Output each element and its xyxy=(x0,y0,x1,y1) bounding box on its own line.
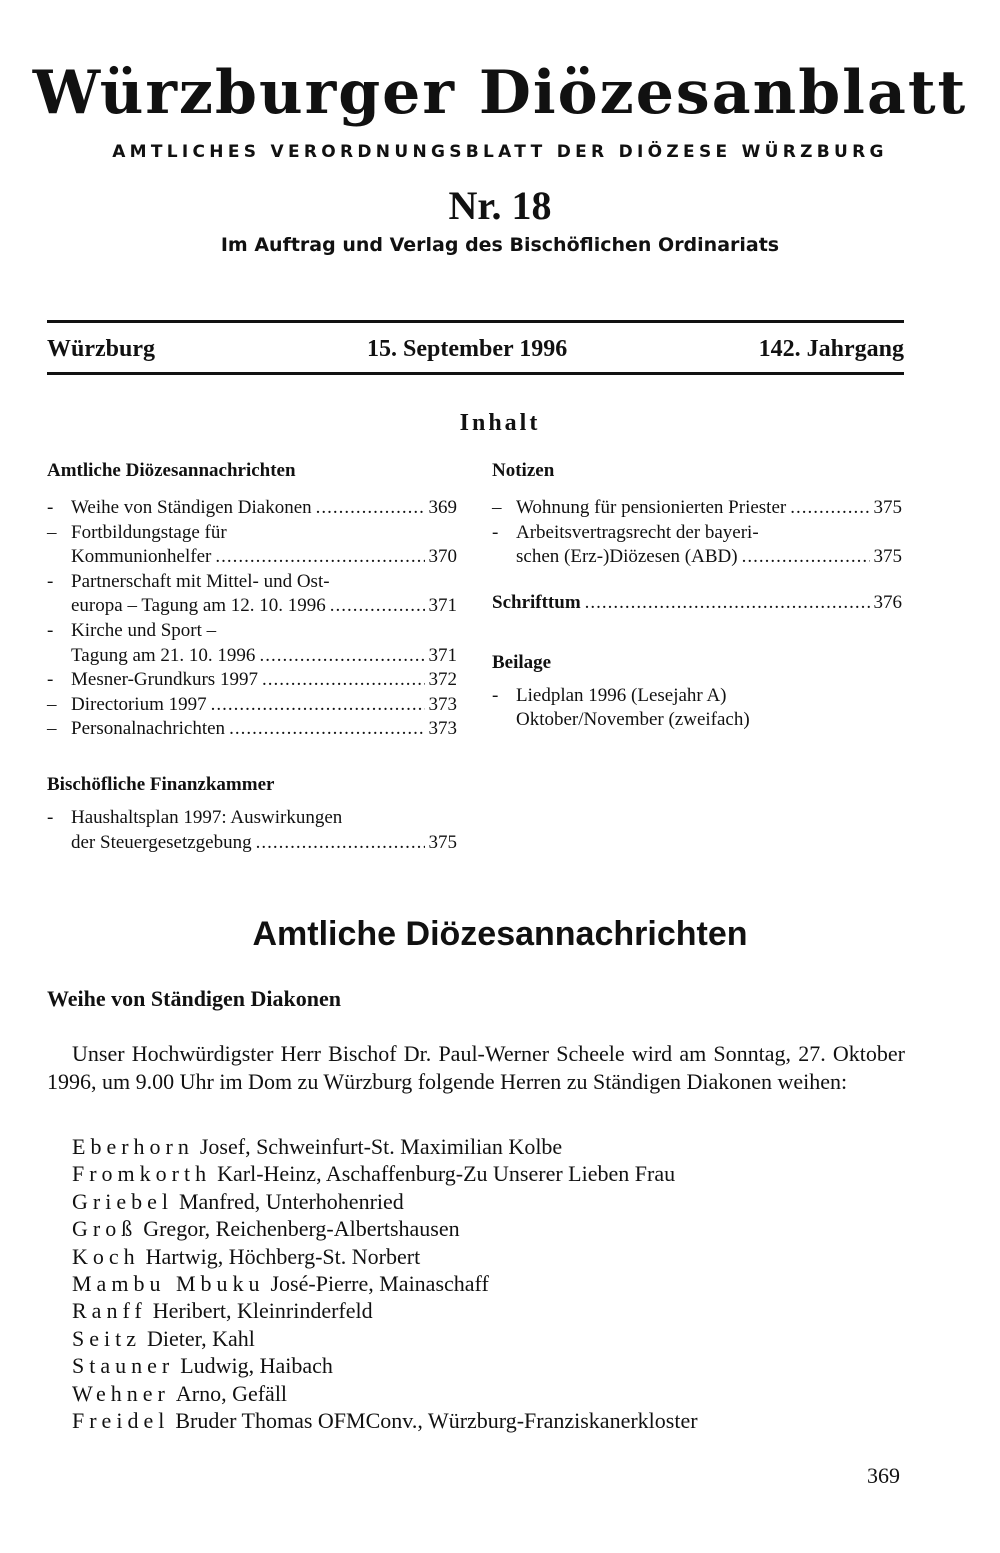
list-item: Eberhorn Josef, Schweinfurt-St. Maximilian Kolbe xyxy=(72,1134,563,1159)
toc-list xyxy=(47,806,457,855)
toc-list xyxy=(492,684,902,733)
toc-list xyxy=(492,496,902,570)
toc-item[interactable]: – Personalnachrichten ..... 373 xyxy=(47,717,457,742)
toc-item[interactable]: - Partnerschaft mit Mittel- und Ost- europa – Tagung am 12. 10. 1996 ..... 371 xyxy=(47,570,457,619)
list-item: Griebel Manfred, Unterhohenried xyxy=(72,1188,404,1214)
toc-item[interactable]: - Mesner-Grundkurs 1997 ..... 372 xyxy=(47,668,457,693)
toc-section-heading: Beilage xyxy=(492,651,552,673)
list-item: Fromkorth Karl-Heinz, Aschaffenburg-Zu Unserer Lieben Frau xyxy=(72,1161,676,1187)
list-item: Koch Hartwig, Höchberg-St. Norbert xyxy=(72,1243,421,1269)
toc-section-heading: Bischöfliche Finanzkammer xyxy=(47,773,275,795)
top-rule xyxy=(47,320,904,323)
masthead-title: Würzburger Diözesanblatt xyxy=(32,58,968,128)
toc-heading: Inhalt xyxy=(459,410,541,436)
toc-item[interactable]: – Wohnung für pensionierten Priester ..... 375 xyxy=(492,496,902,521)
list-item: Wehner Arno, Gefäll xyxy=(72,1380,288,1406)
page-number: 369 xyxy=(867,1463,900,1488)
toc-item[interactable]: – Fortbildungstage für Kommunionhelfer ..... 370 xyxy=(47,521,457,570)
list-item: Groß Gregor, Reichenberg-Albertshausen xyxy=(72,1216,460,1242)
toc-item[interactable]: - Haushaltsplan 1997: Auswirkungen der Steuergesetzgebung ..... 375 xyxy=(47,806,457,855)
list-item: Seitz Dieter, Kahl xyxy=(72,1325,255,1351)
bottom-rule xyxy=(47,372,904,375)
list-item: Stauner Ludwig, Haibach xyxy=(72,1353,333,1379)
toc-section-heading: Amtliche Diözesannachrichten xyxy=(47,460,296,481)
toc-left-column xyxy=(47,458,457,855)
issue-number: Nr. 18 xyxy=(448,183,552,228)
dateline xyxy=(47,333,904,365)
list-item: Freidel Bruder Thomas OFMConv., Würzburg-Franziskanerkloster xyxy=(72,1408,698,1434)
toc-item-schrifttum[interactable]: Schrifttum ..... 376 xyxy=(492,590,902,616)
masthead-subtitle: AMTLICHES VERORDNUNGSBLATT DER DIÖZESE WÜRZBURG xyxy=(112,142,888,162)
toc-section-heading: Notizen xyxy=(492,460,555,481)
toc-item[interactable]: - Arbeitsvertragsrecht der bayeri- schen (Erz-)Diözesen (ABD) ..... 375 xyxy=(492,521,902,570)
dateline-date: 15. September 1996 xyxy=(367,336,568,362)
toc-item[interactable]: – Directorium 1997 ..... 373 xyxy=(47,693,457,718)
ordinand-list xyxy=(72,1133,698,1434)
toc-item[interactable]: - Kirche und Sport – Tagung am 21. 10. 1996 ..... 371 xyxy=(47,619,457,668)
dateline-place: Würzburg xyxy=(47,336,155,362)
publisher-line: Im Auftrag und Verlag des Bischöflichen Ordinariats xyxy=(220,234,780,256)
toc-right-column xyxy=(492,458,902,733)
section-title: Amtliche Diözesannachrichten xyxy=(252,915,748,953)
list-item: Mambu Mbuku José-Pierre, Mainaschaff xyxy=(72,1271,489,1297)
list-item: Ranff Heribert, Kleinrinderfeld xyxy=(72,1298,373,1324)
toc-item[interactable]: - Liedplan 1996 (Lesejahr A) Oktober/November (zweifach) xyxy=(492,684,750,731)
toc-list xyxy=(47,496,457,742)
dateline-volume: 142. Jahrgang xyxy=(758,336,904,362)
article-paragraph: Unser Hochwürdigster Herr Bischof Dr. Paul-Werner Scheele wird am Sonntag, 27. Oktober 1996, um 9.00 Uhr im Dom zu Würzburg folgende Herren zu Ständigen Diakonen weihen: xyxy=(47,1041,905,1094)
article-heading: Weihe von Ständigen Diakonen xyxy=(47,986,342,1011)
toc-item[interactable]: - Weihe von Ständigen Diakonen ..... 369 xyxy=(47,496,457,521)
